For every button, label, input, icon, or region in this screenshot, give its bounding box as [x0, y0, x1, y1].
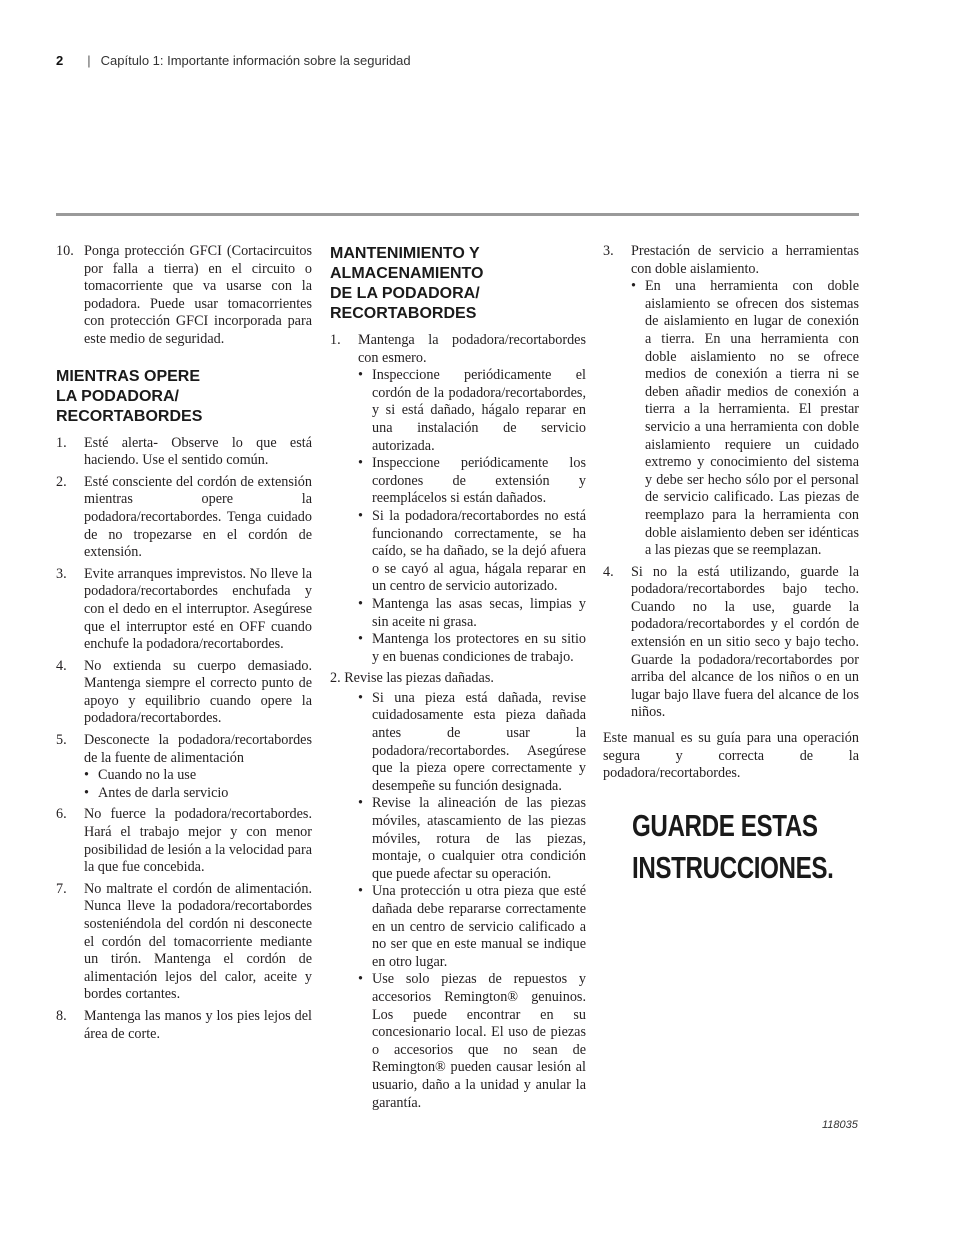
bullet-item: • Use solo piezas de repuestos y accesorios Remington® genuinos. Los puede encontrar en su concesionario local. El uso de piezas o accesorios que no sean de Remington® pueden causar lesión al usuario, daño a la unidad y anular la garantía.: [358, 971, 586, 1111]
item-number: 8.: [56, 1007, 67, 1024]
item-text: Desconecte la podadora/recortabordes de la fuente de alimentación: [84, 732, 312, 766]
bullet-text: Inspeccione periódicamente los cordones de extensión y reemplácelos si están dañados.: [372, 455, 586, 507]
item-number: 4.: [56, 657, 67, 674]
item-number: 6.: [56, 806, 67, 823]
item-number: 4.: [603, 563, 614, 580]
document-code: 118035: [822, 1119, 858, 1131]
item-number: 7.: [56, 880, 67, 897]
item-text: Prestación de servicio a herramientas con doble aislamiento.: [631, 243, 859, 277]
item-number: 10.: [56, 243, 74, 259]
item-number: 5.: [56, 732, 67, 749]
column-3: [603, 243, 859, 783]
bullet-text: En una herramienta con doble aislamiento se ofrecen dos sistemas de aislamiento en lugar de conexión a tierra. En una herramienta con doble aislamiento no se ofrece medios de conexión a tierra ni se deben añadir medios de conexión a tierra a la herramienta. El prestar servicio a una herramienta con doble aislamiento requiere un cuidado extremo y conocimiento del sistema y debe ser hecho sólo por el personal de servicio calificado. Las piezas de reemplazo para la herramienta con doble aislamiento deben ser idénticas a las piezas que se reemplazan.: [645, 278, 859, 559]
bullet-item: • Una protección u otra pieza que esté dañada debe repararse correctamente en un centro de servicio calificado a no ser que en este manual se indique en otro lugar.: [358, 883, 586, 970]
item-text: Esté consciente del cordón de extensión mientras opere la podadora/recortabordes. Tenga cuidado de no tropezarse en el cordón de extensión.: [84, 473, 312, 561]
list-item: [56, 806, 312, 876]
column-2: [330, 243, 586, 1112]
section-heading-operating: [56, 367, 312, 427]
item-text: Evite arranques imprevistos. No lleve la podadora/recortabordes enchufada y con el dedo en el interruptor. Asegúrese que el interruptor esté en OFF cuando enchufe la podadora/recortabordes.: [84, 565, 312, 653]
bullet-item: • Si la podadora/recortabordes no está funcionando correctamente, se ha caído, se ha dañado, se la dejó afuera o se cayó al agua, hágala reparar en un centro de servicio autorizado.: [358, 507, 586, 595]
bullet-item: • Inspeccione periódicamente el cordón de la podadora/recortabordes, y si está dañado, hágalo reparar en una instalación de servicio autorizada.: [358, 367, 586, 454]
item-text: Si no la está utilizando, guarde la podadora/recortabordes bajo techo. Cuando no la use, guarde la podadora/recortabordes y el cordón de extensión en un sitio seco y bajo techo. Guarde la podadora/recortabordes por arriba del alcance de los niños o en un lugar bajo llave fuera del alcance de los niños.: [631, 563, 859, 721]
item-text: No maltrate el cordón de alimentación. Nunca lleve la podadora/recortabordes sosteniéndola del cordón ni desconecte el cordón del tomacorriente mediante un tirón. Mantenga el cordón de alimentación lejos del calor, aceite y bordes cortantes.: [84, 880, 312, 1003]
list-item: [603, 243, 859, 278]
column-1: [56, 243, 312, 1047]
item-text: Esté alerta- Observe lo que está haciendo. Use el sentido común.: [84, 434, 312, 469]
bullet-text: Si una pieza está dañada, revise cuidadosamente esta pieza dañada antes de usar la podadora/recortabordes. Asegúrese que la pieza opere correctamente y desempeñe su función designada.: [372, 689, 586, 794]
item-number: 1.: [56, 434, 67, 451]
bullet-item: • Si una pieza está dañada, revise cuidadosamente esta pieza dañada antes de usar la podadora/recortabordes. Asegúrese que la pieza opere correctamente y desempeñe su función designada.: [358, 689, 586, 794]
item-number: 3.: [603, 243, 614, 259]
bullet-text: Una protección u otra pieza que esté dañada debe repararse correctamente en un centro de servicio calificado a no ser que en este manual se indique en otro lugar.: [372, 883, 586, 970]
bullet-item: • En una herramienta con doble aislamiento se ofrecen dos sistemas de aislamiento en lugar de conexión a tierra. En una herramienta con doble aislamiento no se ofrece medios de conexión a tierra ni se deben añadir medios de conexión a tierra a la herramienta. El prestar servicio a una herramienta con doble aislamiento requiere un cuidado extremo y conocimiento del sistema y debe ser hecho sólo por el personal de servicio calificado. Las piezas de reemplazo para la herramienta con doble aislamiento deben ser idénticas a las piezas que se reemplazan.: [631, 278, 859, 559]
bullet-text: Revise la alineación de las piezas móviles, atascamiento de las piezas móviles, rotura de las piezas, montaje, o cualquier otra condición que puede afectar su operación.: [372, 795, 586, 882]
closing-paragraph: Este manual es su guía para una operación segura y correcta de la podadora/recortabordes.: [603, 730, 859, 782]
item-number: 1.: [330, 332, 341, 348]
bullet-text: Use solo piezas de repuestos y accesorios Remington® genuinos. Los puede encontrar en su concesionario local. El uso de piezas o accesorios que no sean de Remington® pueden causar lesión al usuario, daño a la unidad y anular la garantía.: [372, 971, 586, 1111]
heading-line: RECORTABORDES: [56, 407, 203, 425]
list-item: 2. Revise las piezas dañadas.: [330, 670, 494, 687]
item-text: No extienda su cuerpo demasiado. Mantenga siempre el correcto punto de apoyo y equilibrio cuando opere la podadora/recortabordes.: [84, 657, 312, 727]
heading-line: DE LA PODADORA/: [330, 285, 480, 302]
heading-line: MANTENIMIENTO Y: [330, 245, 480, 262]
heading-line: GUARDE ESTAS: [632, 808, 818, 843]
list-item: [603, 564, 859, 722]
bullet-text: Mantenga los protectores en su sitio y en buenas condiciones de trabajo.: [372, 631, 586, 665]
heading-line: MIENTRAS OPERE: [56, 367, 201, 385]
bullet-text: Inspeccione periódicamente el cordón de la podadora/recortabordes, y si está dañado, hágalo reparar en una instalación de servicio autorizada.: [372, 367, 586, 454]
section-heading-maintenance: [330, 244, 586, 324]
bullet-text: Mantenga las asas secas, limpias y sin aceite ni grasa.: [372, 595, 586, 630]
list-item: [56, 474, 312, 562]
list-item: [56, 566, 312, 654]
bullet-text: Si la podadora/recortabordes no está funcionando correctamente, se ha caído, se ha dañado, se la dejó afuera o se cayó al agua, hágala reparar en un centro de servicio autorizado.: [372, 507, 586, 595]
list-item: [56, 732, 312, 767]
bullet-item: • Mantenga los protectores en su sitio y en buenas condiciones de trabajo.: [358, 631, 586, 665]
bullet-item: • Inspeccione periódicamente los cordones de extensión y reemplácelos si están dañados.: [358, 455, 586, 507]
bullet-item: • Antes de darla servicio: [84, 785, 312, 803]
list-item: [56, 658, 312, 728]
heading-line: ALMACENAMIENTO: [330, 265, 484, 282]
list-item: [330, 332, 586, 367]
item-text: No fuerce la podadora/recortabordes. Hará el trabajo mejor y con menor posibilidad de lesión a la velocidad para la que fue concebida.: [84, 806, 312, 876]
list-item: [56, 435, 312, 470]
item-number: 2.: [56, 473, 67, 490]
item-number: 3.: [56, 565, 67, 582]
page-header: [56, 53, 411, 68]
list-item: [56, 1008, 312, 1043]
bullet-item: • Cuando no la use: [84, 767, 312, 785]
heading-line: INSTRUCCIONES.: [632, 850, 834, 885]
header-separator: |: [87, 53, 91, 68]
heading-line: RECORTABORDES: [330, 305, 477, 322]
item-text: Mantenga las manos y los pies lejos del área de corte.: [84, 1007, 312, 1042]
item-text: Mantenga la podadora/recortabordes con esmero.: [358, 332, 586, 366]
list-item: [56, 243, 312, 349]
list-item: [56, 881, 312, 1004]
chapter-title: Capítulo 1: Importante información sobre la seguridad: [100, 53, 411, 68]
item-text: Ponga protección GFCI (Cortacircuitos por falla a tierra) en el circuito o tomacorriente que va usarse con la podadora. Puede usar tomacorrientes con protección GFCI incorporada para este medio de seguridad.: [84, 243, 312, 347]
bullet-item: • Revise la alineación de las piezas móviles, atascamiento de las piezas móviles, rotura de las piezas, montaje, o cualquier otra condición que puede afectar su operación.: [358, 795, 586, 882]
save-instructions-heading: [632, 805, 833, 889]
bullet-text: Cuando no la use: [98, 767, 197, 784]
horizontal-rule: [56, 213, 859, 216]
heading-line: LA PODADORA/: [56, 387, 179, 405]
bullet-item: • Mantenga las asas secas, limpias y sin aceite ni grasa.: [358, 595, 586, 630]
page-number: 2: [56, 53, 64, 68]
bullet-text: Antes de darla servicio: [98, 784, 229, 801]
